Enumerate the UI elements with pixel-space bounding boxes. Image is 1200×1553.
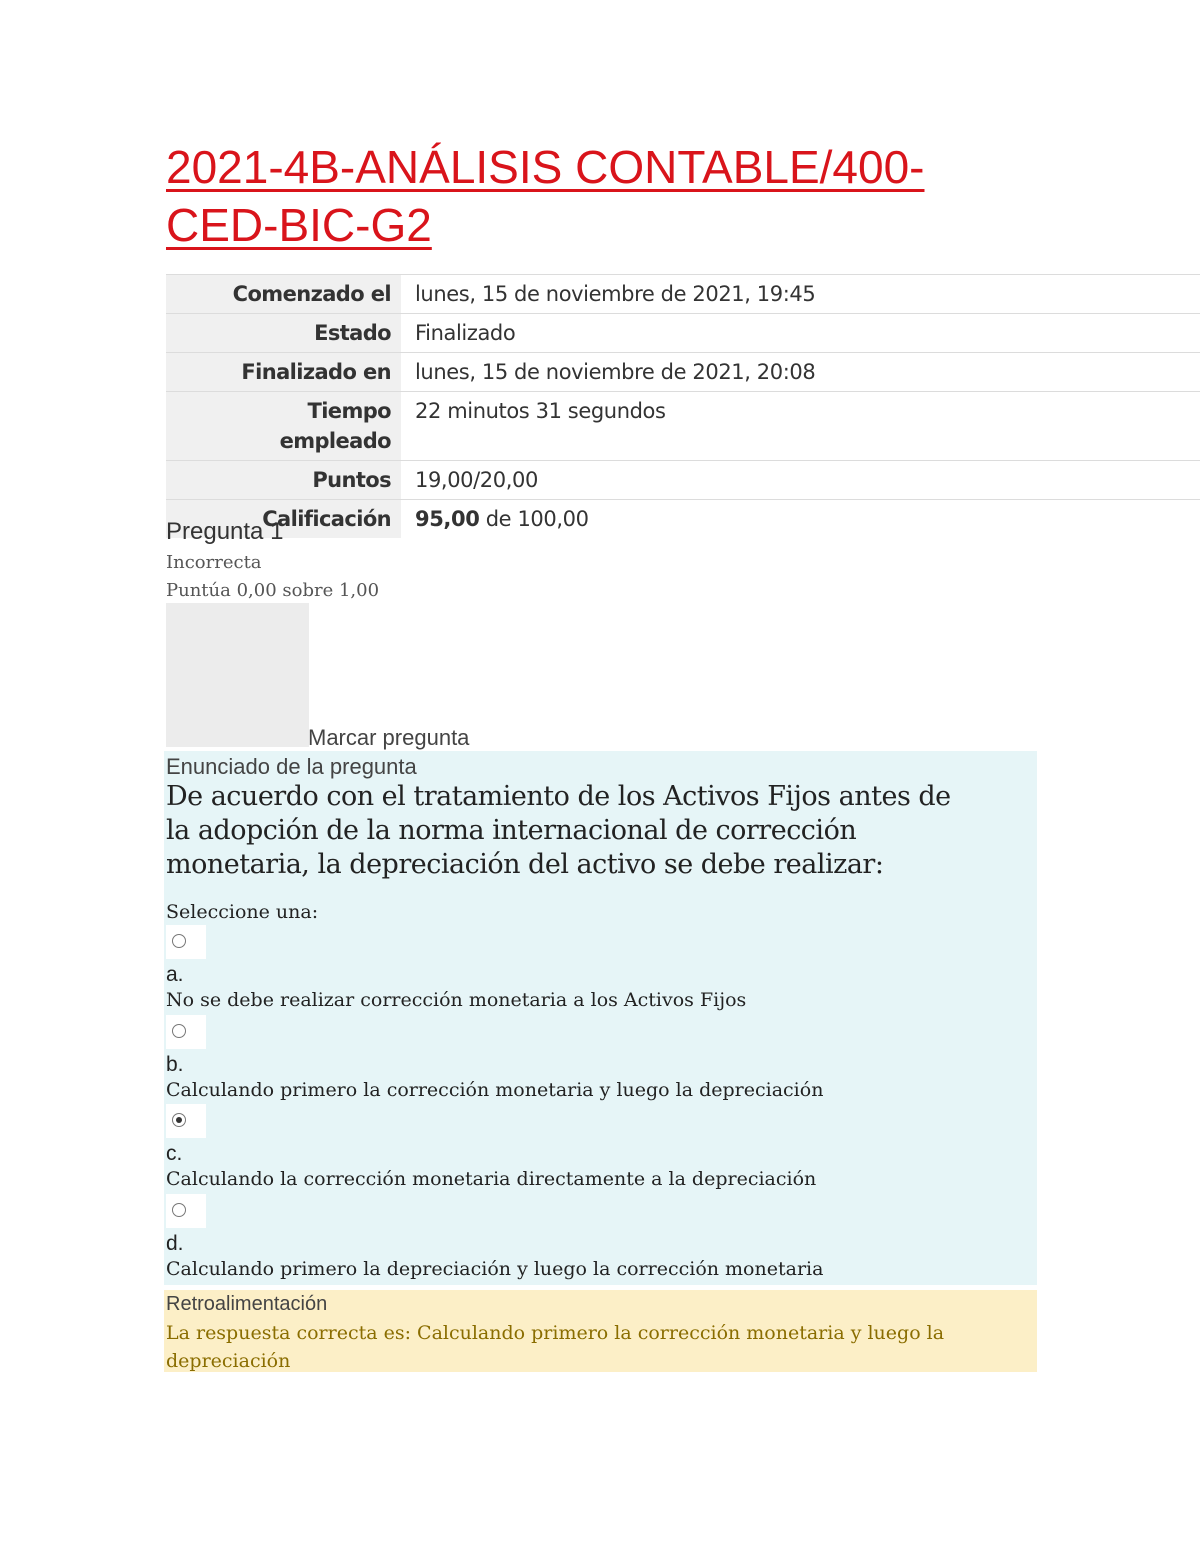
option-letter: c. [166,1142,183,1165]
formulation-heading: Enunciado de la pregunta [166,754,417,779]
option-letter: a. [166,963,184,986]
flag-question-link[interactable]: Marcar pregunta [308,725,470,750]
summary-value: lunes, 15 de noviembre de 2021, 19:45 [415,282,816,306]
radio-button[interactable] [172,1203,186,1217]
question-number: Pregunta 1 [166,518,284,545]
radio-container[interactable] [166,925,206,959]
summary-label: Finalizado en [166,353,401,392]
option-text[interactable]: Calculando la corrección monetaria directamente a la depreciación [166,1168,817,1190]
radio-container[interactable] [166,1194,206,1228]
summary-value: lunes, 15 de noviembre de 2021, 20:08 [415,360,816,384]
summary-value: 22 minutos 31 segundos [415,399,666,423]
option-letter: b. [166,1053,184,1076]
option-text[interactable]: Calculando primero la corrección monetaria y luego la depreciación [166,1079,824,1101]
option-letter: d. [166,1232,184,1255]
radio-button[interactable] [172,1024,186,1038]
summary-label: Comenzado el [166,275,401,314]
summary-row-time-taken [166,392,1200,461]
question-text: De acuerdo con el tratamiento de los Activos Fijos antes de la adopción de la norma internacional de corrección monetaria, la depreciación del activo se debe realizar: [166,781,951,880]
page-title[interactable]: 2021-4B-ANÁLISIS CONTABLE/400-CED-BIC-G2 [166,141,925,251]
summary-value: 19,00/20,00 [415,468,538,492]
summary-row-grade [166,500,1200,539]
summary-value [401,500,1200,539]
grade-total: de 100,00 [485,507,589,531]
summary-row-started [166,275,1200,314]
radio-button-selected[interactable] [172,1113,186,1127]
attempt-summary-table [166,274,1200,538]
option-text[interactable]: Calculando primero la depreciación y luego la corrección monetaria [166,1258,824,1280]
question-formulation [164,751,1037,1285]
feedback-panel [164,1290,1037,1372]
summary-row-state [166,314,1200,353]
question-grade: Puntúa 0,00 sobre 1,00 [166,580,380,601]
radio-container[interactable] [166,1104,206,1138]
answer-prompt: Seleccione una: [166,901,319,923]
radio-container[interactable] [166,1015,206,1049]
summary-row-finished [166,353,1200,392]
summary-label: Calificación [166,500,401,539]
summary-row-marks [166,461,1200,500]
feedback-text: La respuesta correcta es: Calculando primero la corrección monetaria y luego la depreciación [166,1322,945,1372]
radio-button[interactable] [172,934,186,948]
summary-value: Finalizado [415,321,516,345]
feedback-heading: Retroalimentación [166,1293,328,1315]
grade-value: 95,00 [415,507,480,531]
summary-label: Tiempo empleado [166,392,401,461]
option-text[interactable]: No se debe realizar corrección monetaria a los Activos Fijos [166,989,747,1011]
summary-label: Puntos [166,461,401,500]
question-state: Incorrecta [166,552,262,573]
flag-icon[interactable] [166,603,309,747]
summary-label: Estado [166,314,401,353]
